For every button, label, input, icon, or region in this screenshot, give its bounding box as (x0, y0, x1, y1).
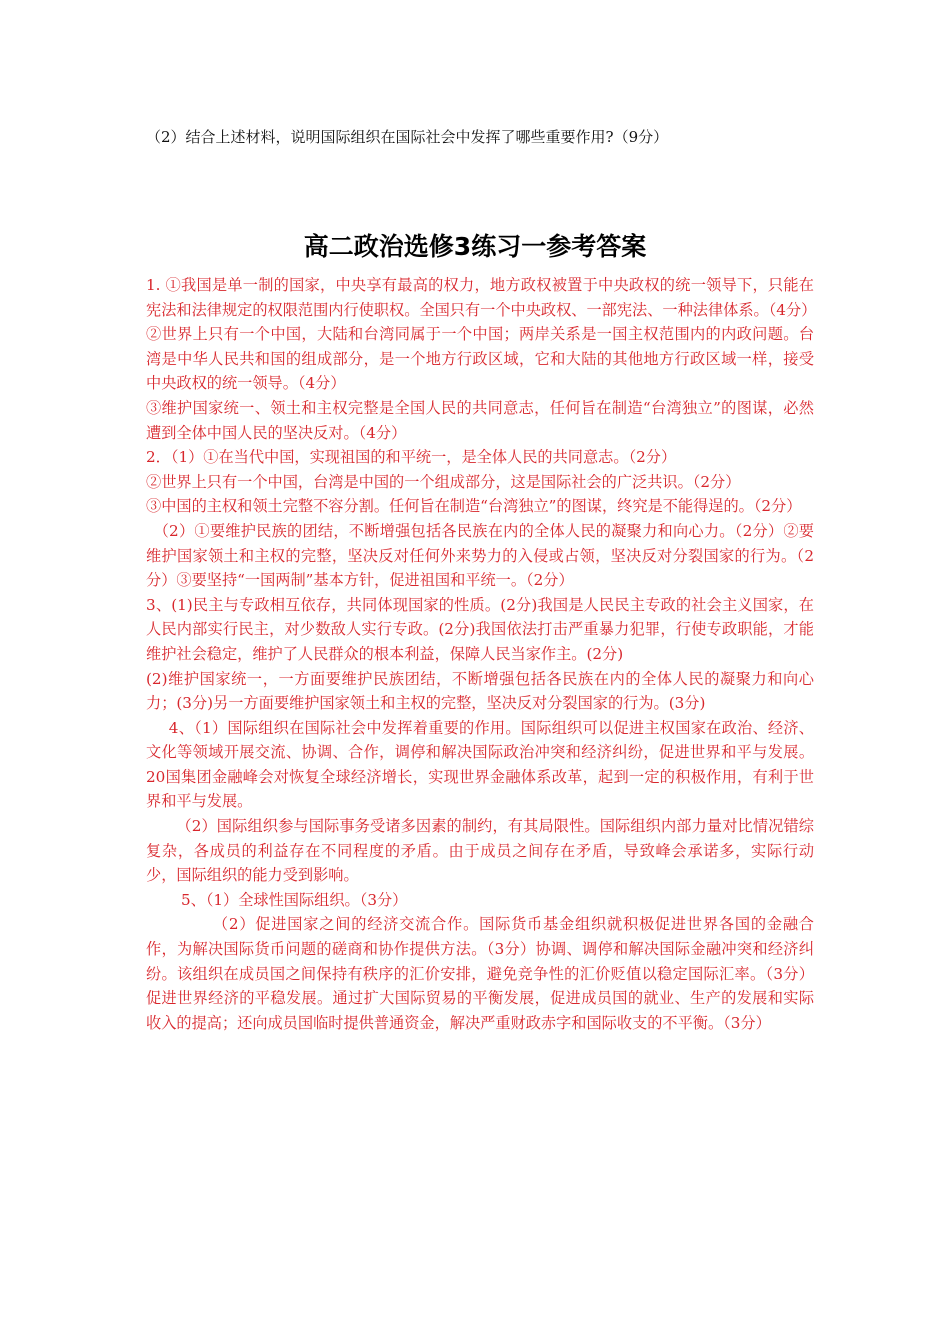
answer-4-paragraph: （2）国际组织参与国际事务受诸多因素的制约，有其局限性。国际组织内部力量对比情况错综复杂，各成员的利益存在不同程度的矛盾。由于成员之间存在矛盾，导致峰会承诺多，实际行动少，国际组织的能力受到影响。 (146, 817, 814, 885)
answer-3-paragraph: (2)维护国家统一，一方面要维护民族团结，不断增强包括各民族在内的全体人民的凝聚力和向心力；(3分)另一方面要维护国家领土和主权的完整，坚决反对分裂国家的行为。(3分) (146, 669, 814, 713)
answer-3-paragraph: 3、(1)民主与专政相互依存，共同体现国家的性质。(2分)我国是人民民主专政的社会主义国家，在人民内部实行民主，对少数敌人实行专政。(2分)我国依法打击严重暴力犯罪，行使专政职能，才能维护社会稳定，维护了人民群众的根本利益，保障人民当家作主。(2分) (146, 595, 814, 663)
answer-1-paragraph: 1. ①我国是单一制的国家，中央享有最高的权力，地方政权被置于中央政权的统一领导下，只能在宪法和法律规定的权限范围内行使职权。全国只有一个中央政权、一部宪法、一种法律体系。（4分） (146, 276, 817, 319)
answer-1-paragraph: ③维护国家统一、领土和主权完整是全国人民的共同意志，任何旨在制造“台湾独立”的图谋，必然遭到全体中国人民的坚决反对。（4分） (146, 398, 814, 442)
answer-2-paragraph: ②世界上只有一个中国，台湾是中国的一个组成部分，这是国际社会的广泛共识。（2分） (146, 472, 741, 491)
answer-1-paragraph: ②世界上只有一个中国，大陆和台湾同属于一个中国；两岸关系是一国主权范围内的内政问题。台湾是中华人民共和国的组成部分，是一个地方行政区域，它和大陆的其他地方行政区域一样，接受中央政权的统一领导。（4分） (146, 325, 814, 393)
answer-4-paragraph: 4、（1）国际组织在国际社会中发挥着重要的作用。国际组织可以促进主权国家在政治、经济、文化等领域开展交流、协调、合作，调停和解决国际政治冲突和经济纠纷，促进世界和平与发展。20国集团金融峰会对恢复全球经济增长，实现世界金融体系改革，起到一定的积极作用，有利于世界和平与发展。 (146, 718, 814, 811)
answer-5-paragraph: （2）促进国家之间的经济交流合作。国际货币基金组织就积极促进世界各国的金融合作，为解决国际货币问题的磋商和协作提供方法。（3分）协调、调停和解决国际金融冲突和经济纠纷。该组织在成员国之间保持有秩序的汇价安排，避免竞争性的汇价贬值以稳定国际汇率。（3分）促进世界经济的平稳发展。通过扩大国际贸易的平衡发展，促进成员国的就业、生产的发展和实际收入的提高；还向成员国临时提供普通资金，解决严重财政赤字和国际收支的不平衡。（3分） (146, 915, 814, 1032)
question-text: （2）结合上述材料，说明国际组织在国际社会中发挥了哪些重要作用?（9分） (146, 128, 669, 146)
answer-2-paragraph: （2）①要维护民族的团结，不断增强包括各民族在内的全体人民的凝聚力和向心力。（2分）②要维护国家领土和主权的完整，坚决反对任何外来势力的入侵或占领，坚决反对分裂国家的行为。（2分）③要坚持“一国两制”基本方针，促进祖国和平统一。（2分） (146, 521, 814, 590)
answer-2-paragraph: 2．（1）①在当代中国，实现祖国的和平统一，是全体人民的共同意志。（2分） (146, 448, 677, 467)
answer-2-paragraph: ③中国的主权和领土完整不容分割。任何旨在制造“台湾独立”的图谋，终究是不能得逞的。（2分） (146, 497, 802, 516)
answer-5-paragraph: 5、（1）全球性国际组织。（3分） (180, 890, 408, 909)
answer-key-title: 高二政治选修3练习一参考答案 (303, 232, 647, 261)
answer-key-body (146, 273, 817, 1035)
